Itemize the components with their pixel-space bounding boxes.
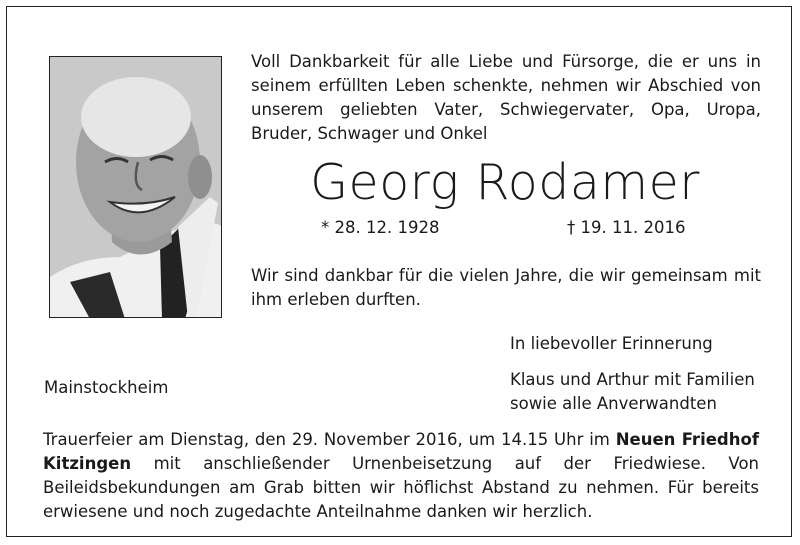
thanks-text: Wir sind dankbar für die vielen Jahre, die wir gemeinsam mit ihm erleben durften. [251,266,761,309]
mourners-line-1: Klaus und Arthur mit Familien [510,370,755,389]
mourners-block [510,332,770,416]
birth-date: * 28. 12. 1928 [321,218,440,237]
memory-heading: In liebevoller Erinnerung [510,334,713,353]
deceased-name: Georg Rodamer [310,154,700,211]
place-name: Mainstockheim [44,378,169,397]
portrait-photo [49,56,222,318]
service-text [43,428,759,524]
mourners-line-2: sowie alle Anverwandten [510,394,717,413]
death-date: † 19. 11. 2016 [567,218,686,237]
intro-text: Voll Dankbarkeit für alle Liebe und Fürsorge, die er uns in seinem erfüllten Leben schenkte, nehmen wir Abschied von unserem geliebten Vater, Schwiegervater, Opa, Uropa, Bruder, Schwager und Onkel [251,52,761,143]
cemetery-name: Neuen Friedhof Kitzingen [43,430,759,473]
service-text-part2: mit anschließender Urnenbeisetzung auf der Friedwiese. Von Beileidsbekundungen am Grab bitten wir höflichst Abstand zu nehmen. Für bereits erwiesene und noch zugedachte Anteilnahme danken wir herzlich. [43,454,759,521]
service-text-part1: Trauerfeier am Dienstag, den 29. November 2016, um 14.15 Uhr im [43,430,616,449]
